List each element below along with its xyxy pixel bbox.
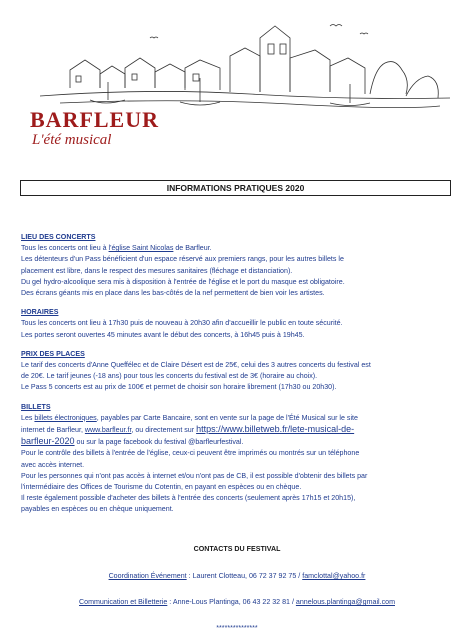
separator-stars: *************** (216, 624, 258, 632)
paragraph-line: avec accès internet. (21, 460, 85, 469)
paragraph-line: Du gel hydro-alcoolique sera mis à disposition à l'entrée de l'église et le port du masque est obligatoire. (21, 277, 345, 286)
text: de Barfleur. (173, 244, 212, 253)
paragraph-line (21, 413, 453, 424)
contact-communication (21, 597, 453, 608)
billetweb-link-continued[interactable]: barfleur-2020 (21, 436, 75, 447)
text: ou sur la page facebook du festival @barfleurfestival. (74, 438, 244, 447)
section-heading: HORAIRES (21, 308, 59, 317)
brand-subtitle: L'été musical (32, 132, 112, 148)
section-heading: BILLETS (21, 402, 51, 411)
document-body (21, 232, 453, 524)
text: , ou directement sur (131, 426, 197, 435)
contact-label: Communication et Billetterie (79, 598, 168, 606)
text: Les (21, 413, 35, 422)
email-link[interactable]: famclottal@yahoo.fr (302, 572, 366, 580)
contact-details: : Anne-Lous Plantinga, 06 43 22 32 81 / (167, 598, 296, 606)
contacts-title: CONTACTS DU FESTIVAL (193, 545, 281, 553)
paragraph-line: Le tarif des concerts d'Anne Queffélec et de Claire Désert est de 25€, celui des 3 autres concerts du festival est (21, 361, 371, 370)
church-link[interactable]: l'église Saint Nicolas (108, 244, 174, 253)
village-sketch-illustration (30, 8, 450, 110)
brand-name: BARFLEUR (30, 107, 160, 132)
paragraph-line (21, 424, 453, 436)
email-link[interactable]: annelous.plantinga@gmail.com (295, 598, 395, 606)
contacts-section (21, 544, 453, 634)
section-heading: LIEU DES CONCERTS (21, 233, 96, 241)
barfleur-website-link[interactable]: www.barfleur.fr (84, 426, 132, 435)
paragraph-line: Les portes seront ouvertes 45 minutes avant le début des concerts, à 16h45 puis à 19h45. (21, 330, 305, 339)
section-lieu (21, 232, 453, 299)
paragraph-line: l'intermédiaire des Offices de Tourisme du Cotentin, en payant en espèces ou en chèque. (21, 483, 302, 492)
section-horaires (21, 307, 453, 341)
electronic-tickets-link[interactable]: billets électroniques (34, 413, 97, 422)
paragraph-line: payables en espèces ou en chèque uniquement. (21, 505, 174, 514)
paragraph-line: Le Pass 5 concerts est au prix de 100€ et permet de choisir son horaire librement (17h30 ou 20h30). (21, 383, 337, 392)
section-prix (21, 349, 453, 394)
paragraph-line: placement est libre, dans le respect des mesures sanitaires (fléchage et distanciation). (21, 266, 293, 275)
page-title: INFORMATIONS PRATIQUES 2020 (20, 180, 451, 196)
section-heading: PRIX DES PLACES (21, 349, 85, 358)
brand-logo (30, 108, 159, 148)
paragraph-line: Des écrans géants mis en place dans les bas-côtés de la nef permettent de bien voir les artistes. (21, 289, 325, 298)
contact-details: : Laurent Clotteau, 06 72 37 92 75 / (186, 572, 303, 580)
paragraph-line: Pour les personnes qui n'ont pas accès à internet et/ou n'ont pas de CB, il est possible d'obtenir des billets par (21, 471, 368, 480)
billetweb-link[interactable]: https://www.billetweb.fr/lete-musical-de- (196, 424, 355, 435)
paragraph-line: Pour le contrôle des billets à l'entrée de l'église, ceux-ci peuvent être imprimés ou montrés sur un téléphone (21, 449, 360, 458)
paragraph-line (21, 243, 453, 254)
text: internet de Barfleur, (21, 426, 85, 435)
paragraph-line: Il reste également possible d'acheter des billets à l'entrée des concerts (seulement après 17h15 et 20h15), (21, 494, 356, 503)
contact-label: Coordination Événement (108, 572, 187, 580)
contact-coordination (21, 571, 453, 582)
paragraph-line (21, 436, 453, 448)
text: Tous les concerts ont lieu à (21, 244, 109, 253)
paragraph-line: Tous les concerts ont lieu à 17h30 puis de nouveau à 20h30 afin d'accueillir le public en toute sécurité. (21, 319, 343, 328)
paragraph-line: de 20€. Le tarif jeunes (-18 ans) pour tous les concerts du festival est de 3€ (horaire au choix). (21, 372, 318, 381)
section-billets (21, 402, 453, 516)
paragraph-line: Les détenteurs d'un Pass bénéficient d'un espace réservé aux premiers rangs, pour les autres billets le (21, 255, 344, 264)
text: , payables par Carte Bancaire, sont en vente sur la page de l'Été Musical sur le site (96, 413, 358, 422)
